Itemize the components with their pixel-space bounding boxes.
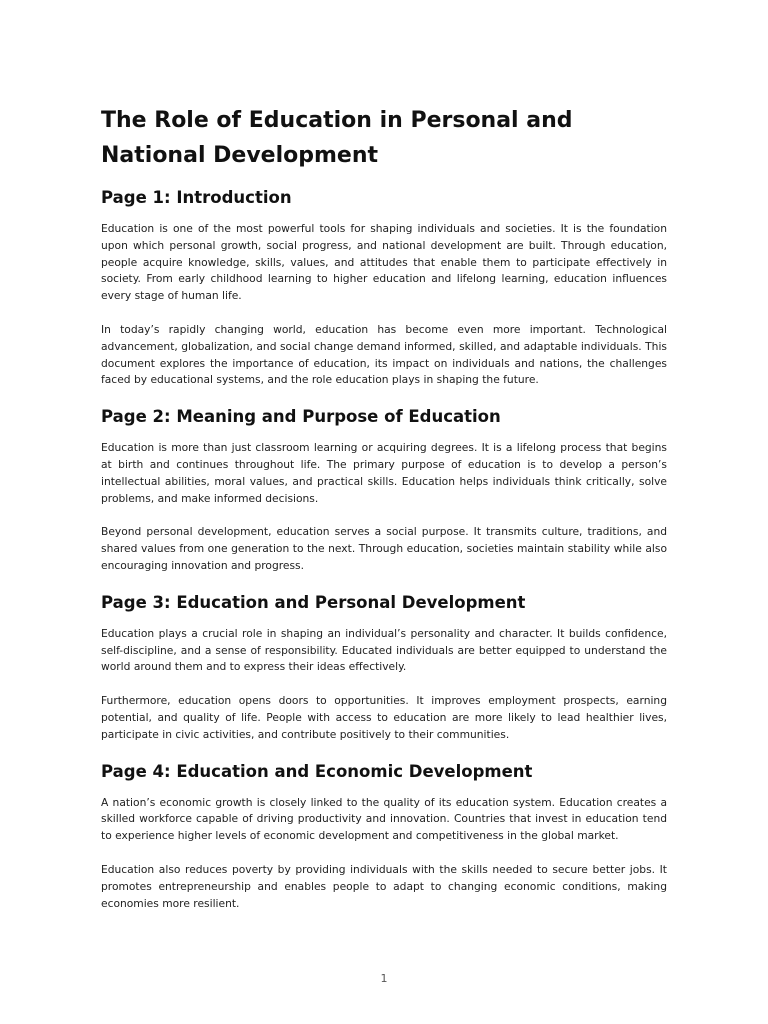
section-introduction: [101, 187, 667, 389]
section-heading: Page 1: Introduction: [101, 188, 292, 207]
section-economic-development: [101, 761, 667, 913]
section-meaning-purpose: [101, 406, 667, 575]
paragraph: Education is more than just classroom learning or acquiring degrees. It is a lifelong process that begins at birth and continues throughout life. The primary purpose of education is to develop a person’s intellectual abilities, moral values, and practical skills. Education helps individuals think critically, solve problems, and make informed decisions.: [101, 441, 667, 505]
document-title: The Role of Education in Personal and National Development: [101, 108, 573, 168]
section-personal-development: [101, 592, 667, 744]
paragraph: Education is one of the most powerful tools for shaping individuals and societies. It is the foundation upon which personal growth, social progress, and national development are built. Through education, people acquire knowledge, skills, values, and attitudes that enable them to participate effectively in society. From early childhood learning to higher education and lifelong learning, education influences every stage of human life.: [101, 222, 667, 303]
paragraph: Education plays a crucial role in shaping an individual’s personality and character. It builds confidence, self-discipline, and a sense of responsibility. Educated individuals are better equipped to understand the world around them and to express their ideas effectively.: [101, 626, 667, 674]
paragraph: Education also reduces poverty by providing individuals with the skills needed to secure better jobs. It promotes entrepreneurship and enables people to adapt to changing economic conditions, making economies more resilient.: [101, 862, 667, 910]
paragraph: A nation’s economic growth is closely linked to the quality of its education system. Education creates a skilled workforce capable of driving productivity and innovation. Countries that invest in education tend to experience higher levels of economic development and competitiveness in the global market.: [101, 795, 667, 843]
section-heading: Page 4: Education and Economic Development: [101, 761, 533, 781]
page-number: 1: [380, 972, 388, 985]
section-heading: Page 3: Education and Personal Development: [101, 592, 526, 612]
section-heading: Page 2: Meaning and Purpose of Education: [101, 407, 501, 427]
paragraph: Furthermore, education opens doors to opportunities. It improves employment prospects, earning potential, and quality of life. People with access to education are more likely to lead healthier lives, participate in civic activities, and contribute positively to their communities.: [101, 694, 667, 741]
paragraph: Beyond personal development, education serves a social purpose. It transmits culture, traditions, and shared values from one generation to the next. Through education, societies maintain stability while also encouraging innovation and progress.: [101, 525, 667, 572]
paragraph: In today’s rapidly changing world, education has become even more important. Technological advancement, globalization, and social change demand informed, skilled, and adaptable individuals. This document explores the importance of education, its impact on individuals and nations, the challenges faced by educational systems, and the role education plays in shaping the future.: [101, 322, 667, 387]
